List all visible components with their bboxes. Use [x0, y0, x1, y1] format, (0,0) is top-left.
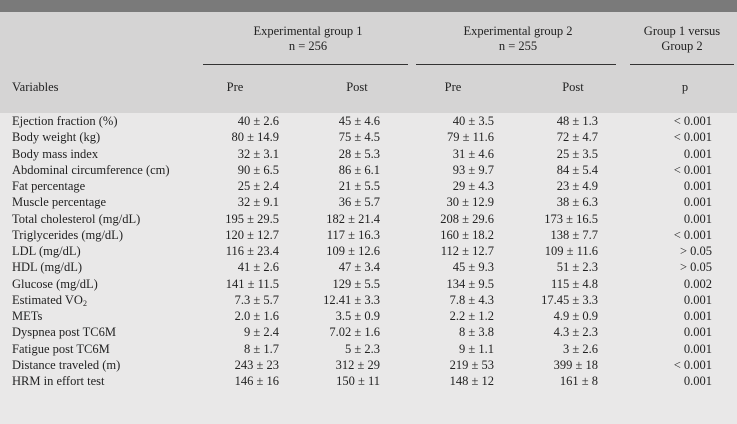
- cell-g1-pre: 80 ± 14.9: [231, 130, 279, 145]
- cell-g2-post: 4.3 ± 2.3: [553, 325, 598, 340]
- cell-g2-pre: 2.2 ± 1.2: [449, 309, 494, 323]
- cell-g1-post: 47 ± 3.4: [338, 260, 380, 275]
- cell-p-value: 0.001: [683, 309, 712, 323]
- cell-g2-post: 115 ± 4.8: [550, 276, 598, 291]
- cell-p-value: 0.001: [683, 325, 712, 340]
- table-row: [0, 374, 737, 389]
- group2-title: Experimental group 2: [463, 24, 573, 38]
- cell-p-value: < 0.001: [673, 130, 712, 145]
- compare-title-line1: Group 1 versus: [643, 24, 721, 38]
- table-row: [0, 228, 737, 243]
- table-row: [0, 195, 737, 210]
- cell-g2-pre: 208 ± 29.6: [440, 211, 494, 226]
- cell-g2-pre: 40 ± 3.5: [452, 114, 494, 128]
- cell-p-value: < 0.001: [673, 114, 712, 128]
- cell-g1-pre: 9 ± 2.4: [244, 325, 279, 340]
- cell-g1-pre: 25 ± 2.4: [237, 179, 279, 193]
- group1-title: Experimental group 1: [253, 24, 363, 38]
- g1-pre-header: Pre: [226, 80, 244, 94]
- cell-g2-post: 399 ± 18: [553, 357, 598, 372]
- cell-g2-post: 4.9 ± 0.9: [553, 309, 598, 323]
- cell-g2-pre: 160 ± 18.2: [440, 227, 494, 242]
- compare-title-line2: Group 2: [661, 39, 703, 53]
- table-row: [0, 358, 737, 373]
- table-row: [0, 179, 737, 194]
- table-row: [0, 212, 737, 227]
- cell-g2-post: 17.45 ± 3.3: [541, 292, 598, 307]
- cell-g1-pre: 116 ± 23.4: [225, 244, 279, 258]
- table-row: [0, 130, 737, 145]
- table-row: [0, 260, 737, 275]
- cell-g2-post: 23 ± 4.9: [556, 179, 598, 193]
- cell-g2-post: 109 ± 11.6: [544, 244, 598, 258]
- cell-variable: LDL (mg/dL): [12, 244, 81, 258]
- top-bar: [0, 0, 737, 12]
- g2-pre-header: Pre: [444, 80, 462, 94]
- cell-g1-post: 21 ± 5.5: [338, 179, 380, 193]
- cell-g2-pre: 31 ± 4.6: [452, 146, 494, 161]
- cell-variable: Muscle percentage: [12, 195, 107, 210]
- cell-p-value: > 0.05: [679, 244, 712, 258]
- cell-g2-pre: 8 ± 3.8: [459, 325, 494, 340]
- cell-variable: Ejection fraction (%): [12, 114, 118, 128]
- cell-variable: Total cholesterol (mg/dL): [12, 211, 141, 226]
- cell-g2-pre: 9 ± 1.1: [459, 341, 494, 356]
- cell-p-value: 0.001: [683, 195, 712, 210]
- table-row: [0, 114, 737, 129]
- table-row: [0, 147, 737, 162]
- cell-g1-pre: 2.0 ± 1.6: [234, 309, 279, 323]
- cell-p-value: 0.001: [683, 292, 712, 307]
- cell-g1-post: 117 ± 16.3: [326, 227, 380, 242]
- table-row: [0, 244, 737, 259]
- cell-g2-post: 72 ± 4.7: [556, 130, 598, 145]
- cell-g1-post: 182 ± 21.4: [326, 211, 380, 226]
- cell-variable: Body mass index: [12, 146, 99, 161]
- group1-underline: [203, 64, 408, 65]
- cell-g1-post: 129 ± 5.5: [332, 276, 380, 291]
- cell-g2-post: 51 ± 2.3: [556, 260, 598, 275]
- table-row: [0, 163, 737, 178]
- cell-g2-post: 25 ± 3.5: [556, 146, 598, 161]
- cell-variable: Fatigue post TC6M: [12, 341, 110, 356]
- cell-g1-post: 7.02 ± 1.6: [329, 325, 380, 340]
- cell-g2-post: 161 ± 8: [559, 374, 598, 388]
- cell-variable: Triglycerides (mg/dL): [12, 227, 123, 242]
- group2-n: n = 255: [498, 39, 538, 53]
- cell-p-value: < 0.001: [673, 162, 712, 177]
- cell-p-value: 0.001: [683, 179, 712, 193]
- cell-g1-post: 12.41 ± 3.3: [323, 292, 380, 307]
- cell-g2-post: 138 ± 7.7: [550, 227, 598, 242]
- cell-g1-post: 75 ± 4.5: [338, 130, 380, 145]
- cell-p-value: 0.001: [683, 374, 712, 388]
- cell-g1-post: 5 ± 2.3: [345, 341, 380, 356]
- cell-g2-post: 173 ± 16.5: [544, 211, 598, 226]
- cell-g1-post: 86 ± 6.1: [338, 162, 380, 177]
- cell-g1-post: 3.5 ± 0.9: [335, 309, 380, 323]
- cell-variable: HRM in effort test: [12, 374, 105, 388]
- variables-header: Variables: [12, 80, 59, 94]
- cell-g1-post: 312 ± 29: [335, 357, 380, 372]
- cell-variable: Glucose (mg/dL): [12, 276, 98, 291]
- table-header-band: [0, 0, 737, 113]
- cell-g2-pre: 148 ± 12: [449, 374, 494, 388]
- cell-g2-pre: 30 ± 12.9: [446, 195, 494, 210]
- cell-g1-post: 36 ± 5.7: [338, 195, 380, 210]
- cell-variable: HDL (mg/dL): [12, 260, 83, 275]
- cell-g1-post: 150 ± 11: [336, 374, 380, 388]
- cell-p-value: 0.002: [683, 276, 712, 291]
- cell-g1-post: 28 ± 5.3: [338, 146, 380, 161]
- cell-g2-post: 3 ± 2.6: [563, 341, 598, 356]
- compare-underline: [630, 64, 734, 65]
- cell-g2-pre: 112 ± 12.7: [440, 244, 494, 258]
- cell-g2-pre: 219 ± 53: [449, 357, 494, 372]
- g2-post-header: Post: [562, 80, 584, 94]
- cell-g2-pre: 79 ± 11.6: [446, 130, 494, 145]
- p-header: p: [681, 80, 689, 94]
- cell-g1-pre: 141 ± 11.5: [225, 276, 279, 291]
- group2-underline: [416, 64, 616, 65]
- cell-g2-pre: 134 ± 9.5: [446, 276, 494, 291]
- cell-p-value: > 0.05: [679, 260, 712, 275]
- cell-g2-post: 38 ± 6.3: [556, 195, 598, 210]
- cell-g1-pre: 195 ± 29.5: [225, 211, 279, 226]
- table-row: [0, 325, 737, 340]
- cell-g2-pre: 7.8 ± 4.3: [449, 292, 494, 307]
- cell-g1-pre: 90 ± 6.5: [237, 162, 279, 177]
- cell-g1-pre: 7.3 ± 5.7: [234, 292, 279, 307]
- cell-p-value: < 0.001: [673, 357, 712, 372]
- table-row: [0, 277, 737, 292]
- cell-g1-post: 45 ± 4.6: [338, 114, 380, 128]
- group1-n: n = 256: [288, 39, 328, 53]
- cell-g1-pre: 8 ± 1.7: [244, 341, 279, 356]
- cell-variable: Fat percentage: [12, 179, 86, 193]
- cell-g1-pre: 40 ± 2.6: [237, 114, 279, 128]
- cell-variable: Distance traveled (m): [12, 357, 121, 372]
- cell-g1-post: 109 ± 12.6: [326, 244, 380, 258]
- cell-g1-pre: 243 ± 23: [234, 357, 279, 372]
- cell-variable: Estimated $VO_2$: [12, 292, 87, 308]
- cell-g1-pre: 41 ± 2.6: [237, 260, 279, 275]
- cell-g1-pre: 146 ± 16: [234, 374, 279, 388]
- cell-variable: Abdominal circumference (cm): [12, 162, 170, 177]
- cell-variable: Dyspnea post TC6M: [12, 325, 116, 340]
- subscript: 2: [82, 298, 87, 308]
- cell-g1-pre: 32 ± 9.1: [237, 195, 279, 210]
- cell-p-value: 0.001: [683, 341, 712, 356]
- cell-g2-post: 48 ± 1.3: [556, 114, 598, 128]
- table-row: [0, 293, 737, 308]
- table-row: [0, 342, 737, 357]
- cell-variable: Body weight (kg): [12, 130, 101, 145]
- g1-post-header: Post: [346, 80, 368, 94]
- table-row: [0, 309, 737, 324]
- cell-p-value: < 0.001: [673, 227, 712, 242]
- cell-g2-pre: 93 ± 9.7: [452, 162, 494, 177]
- cell-g2-pre: 45 ± 9.3: [452, 260, 494, 275]
- cell-p-value: 0.001: [683, 211, 712, 226]
- cell-g2-pre: 29 ± 4.3: [452, 179, 494, 193]
- cell-g1-pre: 120 ± 12.7: [225, 227, 279, 242]
- cell-g1-pre: 32 ± 3.1: [237, 146, 279, 161]
- cell-p-value: 0.001: [683, 146, 712, 161]
- cell-variable: METs: [12, 309, 43, 323]
- cell-g2-post: 84 ± 5.4: [556, 162, 598, 177]
